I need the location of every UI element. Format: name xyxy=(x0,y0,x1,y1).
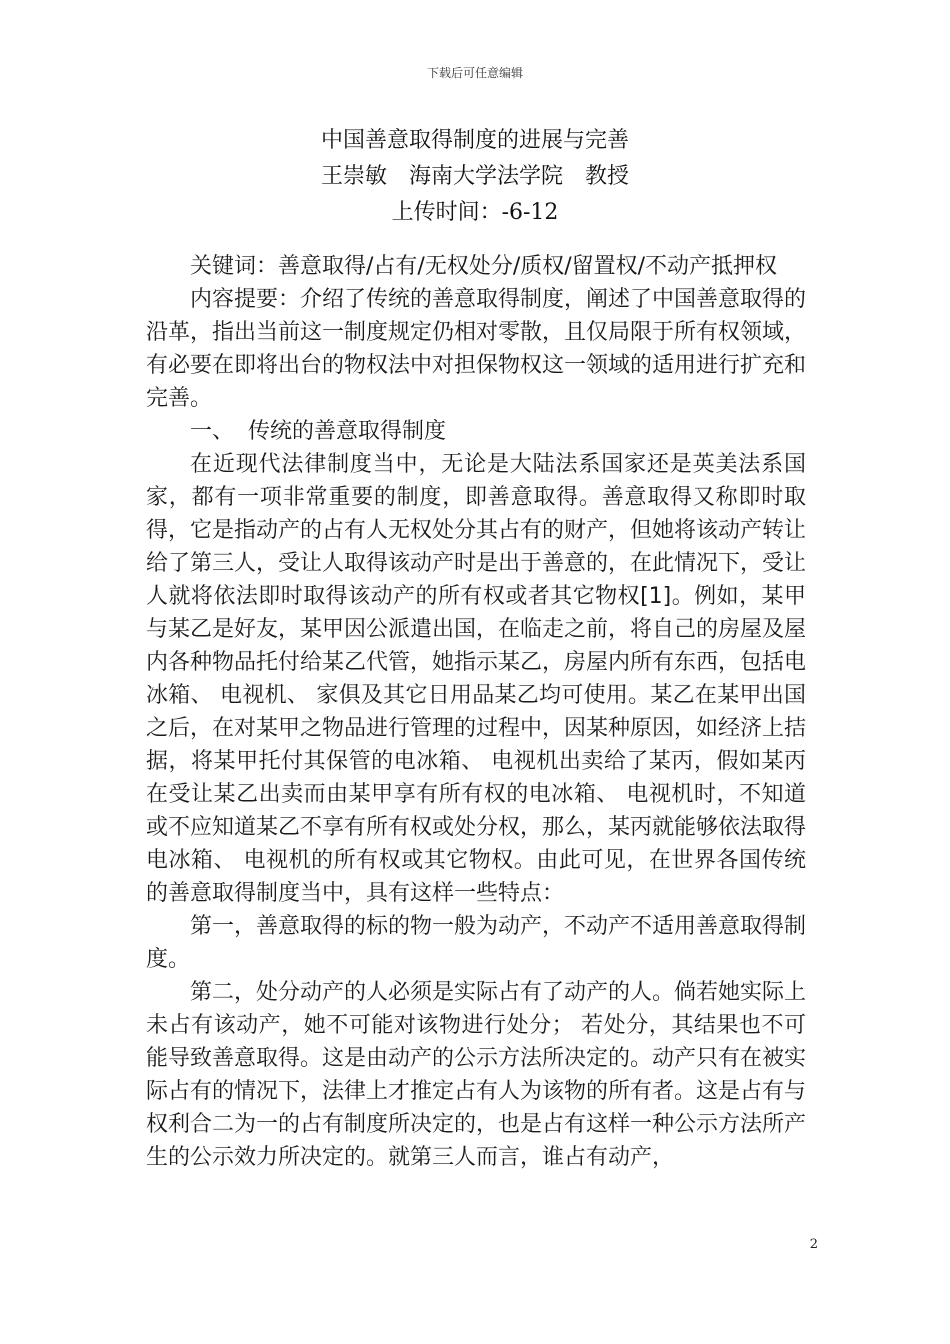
upload-time: 上传时间：-6-12 xyxy=(391,200,559,225)
title-block xyxy=(0,123,950,231)
document-body xyxy=(146,250,806,1174)
section-heading: 一、 传统的善意取得制度 xyxy=(190,419,446,444)
body-paragraph-3: 第二，处分动产的人必须是实际占有了动产的人。倘若她实际上未占有该动产，她不可能对该物进行处分； 若处分，其结果也不可能导致善意取得。这是由动产的公示方法所决定的。动产只有在被实际占有的情况下，法律上才推定占有人为该物的所有者。这是占有与权利合二为一的占有制度所决定的，也是占有这样一种公示方法所产生的公示效力所决定的。就第三人而言，谁占有动产， xyxy=(146,980,807,1170)
article-title: 中国善意取得制度的进展与完善 xyxy=(320,128,629,153)
abstract-paragraph: 内容提要：介绍了传统的善意取得制度，阐述了中国善意取得的沿革，指出当前这一制度规定仍相对零散，且仅局限于所有权领域，有必要在即将出台的物权法中对担保物权这一领域的适用进行扩充和完善。 xyxy=(146,287,807,411)
body-paragraph-2: 第一，善意取得的标的物一般为动产，不动产不适用善意取得制度。 xyxy=(146,914,807,972)
author-line: 王崇敏 海南大学法学院 教授 xyxy=(320,164,629,189)
page-number: 2 xyxy=(809,1237,818,1252)
header-note: 下载后可任意编辑 xyxy=(426,66,523,80)
body-paragraph-1: 在近现代法律制度当中，无论是大陆法系国家还是英美法系国家，都有一项非常重要的制度，即善意取得。善意取得又称即时取得，它是指动产的占有人无权处分其占有的财产，但她将该动产转让给了第三人，受让人取得该动产时是出于善意的，在此情况下，受让人就将依法即时取得该动产的所有权或者其它物权[1]。例如，某甲与某乙是好友，某甲因公派遣出国，在临走之前，将自己的房屋及屋内各种物品托付给某乙代管，她指示某乙，房屋内所有东西，包括电冰箱、 电视机、 家俱及其它日用品某乙均可使用。某乙在某甲出国之后，在对某甲之物品进行管理的过程中，因某种原因，如经济上拮据，将某甲托付其保管的电冰箱、 电视机出卖给了某丙，假如某丙在受让某乙出卖而由某甲享有所有权的电冰箱、 电视机时，不知道或不应知道某乙不享有所有权或处分权，那么，某丙就能够依法取得电冰箱、 电视机的所有权或其它物权。由此可见，在世界各国传统的善意取得制度当中，具有这样一些特点： xyxy=(146,452,807,906)
keywords-paragraph: 关键词：善意取得/占有/无权处分/质权/留置权/不动产抵押权 xyxy=(190,254,778,279)
